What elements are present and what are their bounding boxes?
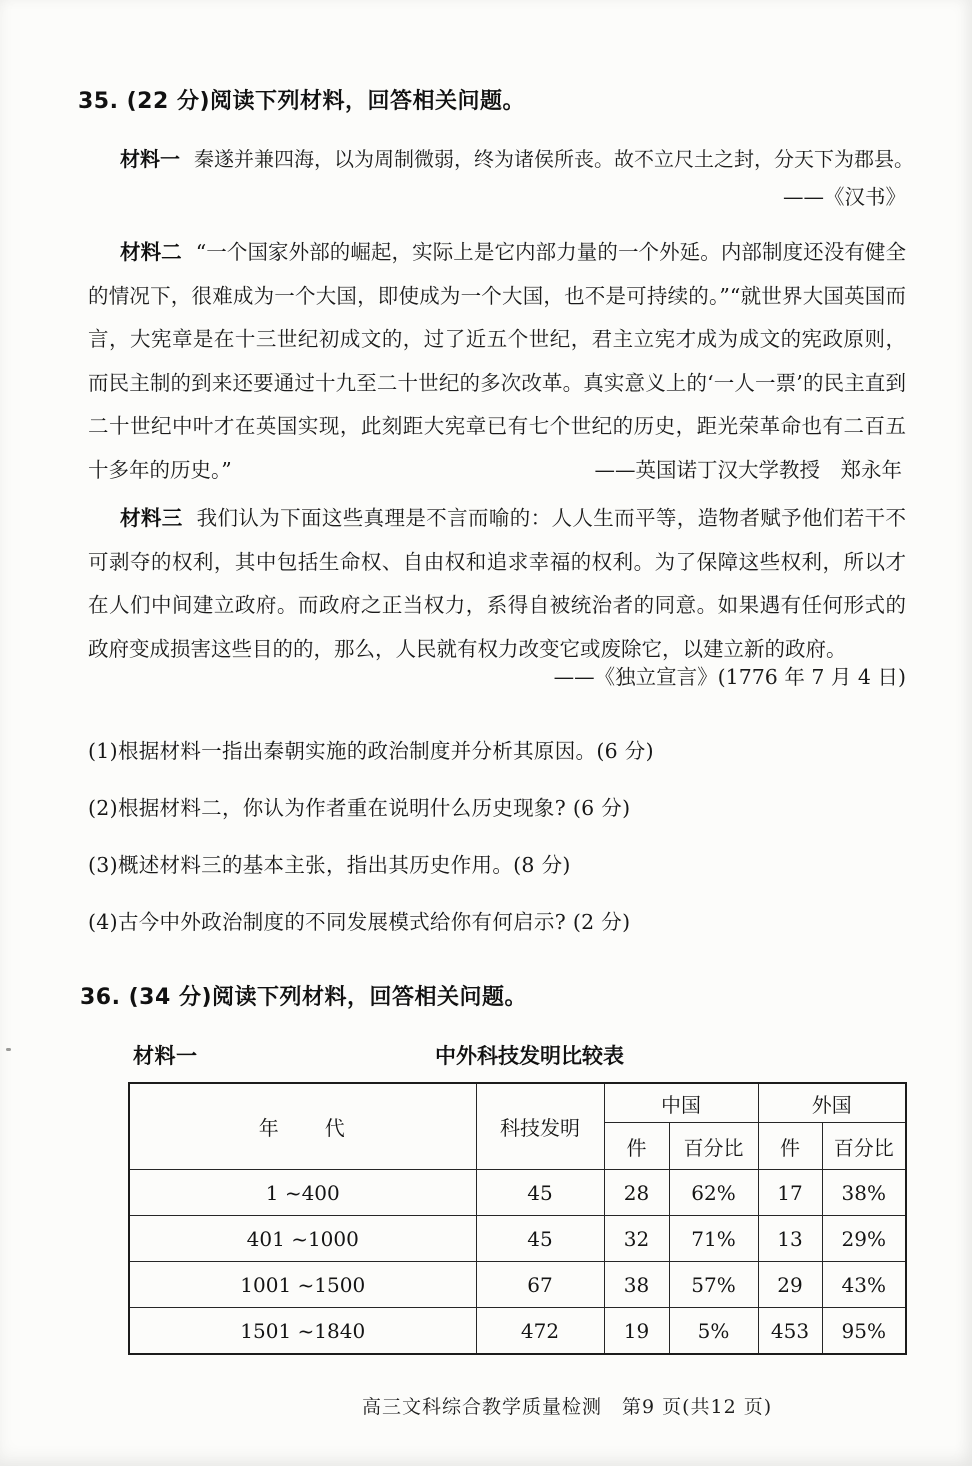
header-china: 中国 <box>604 1083 758 1123</box>
question-36-heading: 36. (34 分)阅读下列材料，回答相关问题。 <box>80 985 528 1010</box>
material-1-paragraph <box>88 138 940 182</box>
cell-cn-count: 19 <box>604 1308 669 1355</box>
cell-period: 1501 ~1840 <box>129 1308 476 1355</box>
cell-fn-count: 13 <box>758 1216 822 1262</box>
table-row <box>129 1308 906 1355</box>
cell-cn-percent: 57% <box>669 1262 758 1308</box>
cell-cn-count: 28 <box>604 1170 669 1216</box>
scan-speck <box>6 1048 11 1051</box>
table-row <box>129 1262 906 1308</box>
question-35-1: (1)根据材料一指出秦朝实施的政治制度并分析其原因。(6 分) <box>88 739 654 763</box>
material-1-source: ——《汉书》 <box>783 185 906 209</box>
cell-fn-count: 453 <box>758 1308 822 1355</box>
cell-period: 1001 ~1500 <box>129 1262 476 1308</box>
table-header-row-1 <box>129 1083 906 1123</box>
material-1-text: 秦遂并兼四海，以为周制微弱，终为诸侯所丧。故不立尺土之封，分天下为郡县。 <box>194 147 914 171</box>
header-year: 年 代 <box>129 1083 476 1170</box>
cell-cn-count: 32 <box>604 1216 669 1262</box>
question-35-4: (4)古今中外政治制度的不同发展模式给你有何启示? (2 分) <box>88 910 631 934</box>
table-row <box>129 1216 906 1262</box>
question-35-2: (2)根据材料二，你认为作者重在说明什么历史现象? (6 分) <box>88 796 631 820</box>
cell-period: 1 ~400 <box>129 1170 476 1216</box>
comparison-table-wrap <box>128 1082 907 1355</box>
header-foreign: 外国 <box>758 1083 906 1123</box>
cell-fn-count: 29 <box>758 1262 822 1308</box>
material-3-text: 我们认为下面这些真理是不言而喻的：人人生而平等，造物者赋予他们若干不可剥夺的权利，其中包括生命权、自由权和追求幸福的权利。为了保障这些权利，所以才在人们中间建立政府。而政府之正当权力，系得自被统治者的同意。如果遇有任何形式的政府变成损害这些目的的，那么，人民就有权力改变它或废除它，以建立新的政府。 <box>88 506 906 661</box>
material-1-label: 材料一 <box>120 147 180 171</box>
header-foreign-percent: 百分比 <box>822 1123 906 1170</box>
cell-total: 67 <box>476 1262 604 1308</box>
cell-fn-percent: 95% <box>822 1308 906 1355</box>
page-footer: 高三文科综合教学质量检测 第9 页(共12 页) <box>362 1396 773 1418</box>
material-2-source: ——英国诺丁汉大学教授 郑永年 <box>594 457 902 482</box>
header-china-count: 件 <box>604 1123 669 1170</box>
comparison-table-title: 中外科技发明比较表 <box>435 1044 624 1068</box>
cell-fn-percent: 29% <box>822 1216 906 1262</box>
cell-cn-percent: 5% <box>669 1308 758 1355</box>
header-china-percent: 百分比 <box>669 1123 758 1170</box>
material-3-paragraph <box>88 497 906 671</box>
material-3-source: ——《独立宣言》(1776 年 7 月 4 日) <box>553 665 906 689</box>
material-2-paragraph <box>88 231 906 492</box>
cell-fn-percent: 43% <box>822 1262 906 1308</box>
cell-fn-percent: 38% <box>822 1170 906 1216</box>
cell-cn-percent: 62% <box>669 1170 758 1216</box>
header-invention: 科技发明 <box>476 1083 604 1170</box>
tech-invention-table <box>128 1082 907 1355</box>
question-35-3: (3)概述材料三的基本主张，指出其历史作用。(8 分) <box>88 853 571 877</box>
question-35-heading: 35. (22 分)阅读下列材料，回答相关问题。 <box>78 89 526 114</box>
material-2-label: 材料二 <box>120 240 182 264</box>
table-row <box>129 1170 906 1216</box>
cell-total: 45 <box>476 1170 604 1216</box>
material-36-1-label: 材料一 <box>133 1044 198 1068</box>
header-foreign-count: 件 <box>758 1123 822 1170</box>
cell-total: 45 <box>476 1216 604 1262</box>
material-3-label: 材料三 <box>120 506 183 530</box>
cell-fn-count: 17 <box>758 1170 822 1216</box>
cell-period: 401 ~1000 <box>129 1216 476 1262</box>
cell-cn-count: 38 <box>604 1262 669 1308</box>
cell-total: 472 <box>476 1308 604 1355</box>
cell-cn-percent: 71% <box>669 1216 758 1262</box>
material-2-text: “一个国家外部的崛起，实际上是它内部力量的一个外延。内部制度还没有健全的情况下，很难成为一个大国，即使成为一个大国，也不是可持续的。”“就世界大国英国而言，大宪章是在十三世纪初成文的，过了近五个世纪，君主立宪才成为成文的宪政原则，而民主制的到来还要通过十九至二十世纪的多次改革。真实意义上的‘一人一票’的民主直到二十世纪中叶才在英国实现，此刻距大宪章已有七个世纪的历史，距光荣革命也有二百五十多年的历史。” <box>88 240 906 482</box>
